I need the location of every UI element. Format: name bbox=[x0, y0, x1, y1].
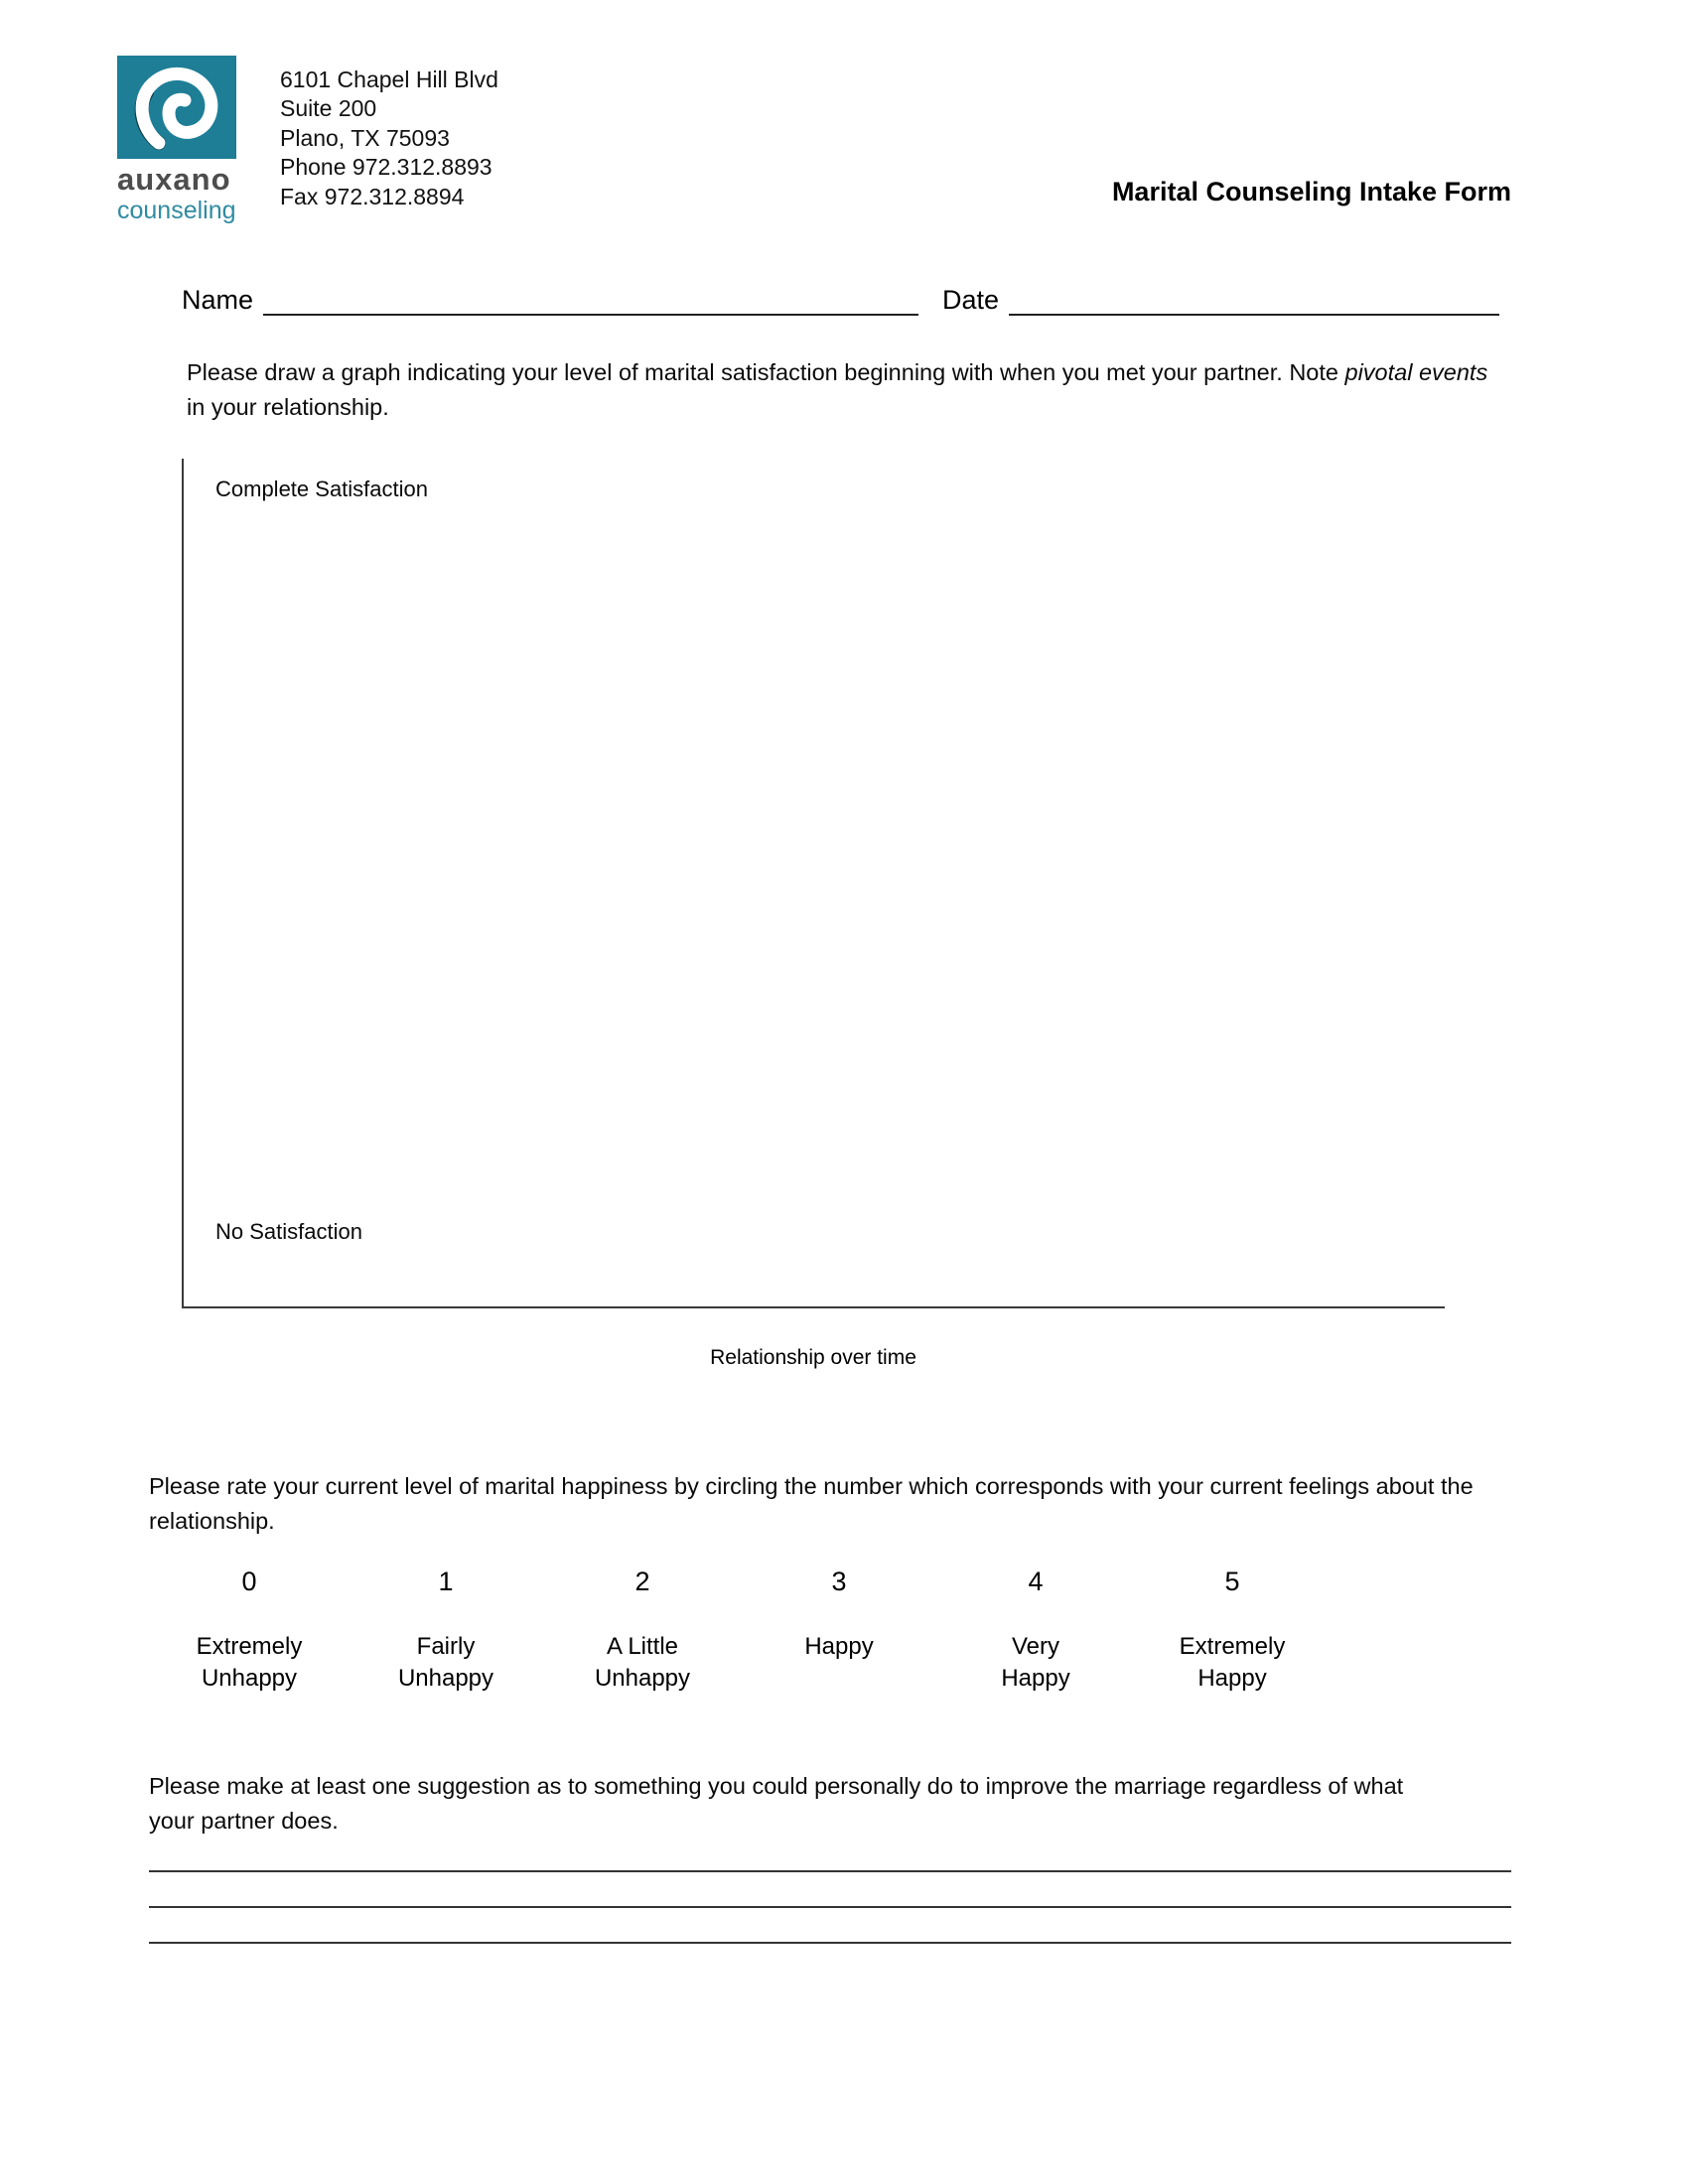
suggestion-write-area bbox=[149, 1837, 1511, 1944]
address-line-phone: Phone 972.312.8893 bbox=[280, 154, 492, 181]
address-line-city: Plano, TX 75093 bbox=[280, 124, 450, 151]
rating-label-3 bbox=[741, 1631, 937, 1663]
rating-value-1[interactable]: 1 bbox=[438, 1567, 454, 1596]
rating-value-5[interactable]: 5 bbox=[1224, 1567, 1240, 1596]
brand-logo-block bbox=[117, 56, 286, 225]
pivotal-events-emphasis: pivotal events bbox=[1344, 359, 1488, 385]
name-input-line[interactable] bbox=[263, 282, 918, 316]
x-axis-caption: Relationship over time bbox=[710, 1346, 916, 1369]
rating-label-5 bbox=[1134, 1631, 1331, 1696]
rating-label-2-line1: A Little bbox=[606, 1633, 679, 1660]
date-label: Date bbox=[942, 284, 1000, 315]
brand-tagline: counseling bbox=[117, 197, 236, 224]
rating-option-2 bbox=[544, 1567, 741, 1696]
rating-label-1-line2: Unhappy bbox=[397, 1665, 494, 1693]
graph-instruction-text-post: in your relationship. bbox=[187, 394, 389, 421]
rating-value-2[interactable]: 2 bbox=[634, 1567, 650, 1596]
rating-option-1 bbox=[348, 1567, 544, 1696]
rating-label-2-line2: Unhappy bbox=[594, 1665, 691, 1693]
graph-instruction-text-pre: Please draw a graph indicating your level of marital satisfaction beginning with when you met your partner. Note bbox=[187, 359, 1345, 385]
rating-scale bbox=[151, 1567, 1331, 1696]
rating-value-4[interactable]: 4 bbox=[1028, 1567, 1044, 1596]
name-date-row bbox=[182, 282, 1499, 316]
rating-option-4 bbox=[937, 1567, 1134, 1696]
writing-line-3[interactable] bbox=[149, 1908, 1511, 1944]
address-line-suite: Suite 200 bbox=[280, 95, 377, 122]
rating-label-0-line1: Extremely bbox=[196, 1633, 303, 1660]
rating-option-5 bbox=[1134, 1567, 1331, 1696]
form-title: Marital Counseling Intake Form bbox=[1111, 177, 1511, 206]
rating-label-0-line2: Unhappy bbox=[201, 1665, 298, 1693]
rating-label-1-line1: Fairly bbox=[416, 1633, 476, 1660]
date-input-line[interactable] bbox=[1009, 282, 1499, 316]
rating-label-5-line1: Extremely bbox=[1179, 1633, 1286, 1660]
graph-instruction bbox=[187, 355, 1489, 426]
rating-label-4-line1: Very bbox=[1011, 1633, 1060, 1660]
name-label: Name bbox=[182, 284, 254, 315]
complete-satisfaction-label: Complete Satisfaction bbox=[215, 477, 428, 501]
address-line-fax: Fax 972.312.8894 bbox=[280, 183, 465, 209]
rating-label-5-line2: Happy bbox=[1197, 1665, 1267, 1693]
rating-option-3 bbox=[741, 1567, 937, 1696]
rating-label-4 bbox=[937, 1631, 1134, 1696]
auxano-swirl-logo-icon bbox=[117, 56, 286, 159]
practice-address bbox=[280, 66, 498, 211]
rating-label-1 bbox=[348, 1631, 544, 1696]
rating-label-3-line1: Happy bbox=[804, 1633, 874, 1660]
brand-name: auxano bbox=[117, 162, 231, 197]
no-satisfaction-label: No Satisfaction bbox=[215, 1219, 362, 1244]
writing-line-2[interactable] bbox=[149, 1872, 1511, 1908]
address-line-street: 6101 Chapel Hill Blvd bbox=[280, 67, 498, 92]
rating-instruction: Please rate your current level of marital happiness by circling the number which corresponds with your current feelings about the relationship. bbox=[149, 1473, 1474, 1535]
satisfaction-graph-area[interactable] bbox=[182, 459, 1445, 1308]
rating-label-2 bbox=[544, 1631, 741, 1696]
rating-value-0[interactable]: 0 bbox=[241, 1567, 257, 1596]
rating-label-4-line2: Happy bbox=[1001, 1665, 1070, 1693]
writing-line-1[interactable] bbox=[149, 1837, 1511, 1872]
rating-option-0 bbox=[151, 1567, 348, 1696]
rating-label-0 bbox=[151, 1631, 348, 1696]
rating-value-3[interactable]: 3 bbox=[831, 1567, 847, 1596]
suggestion-instruction: Please make at least one suggestion as to something you could personally do to improve the marriage regardless of what your partner does. bbox=[149, 1773, 1404, 1835]
